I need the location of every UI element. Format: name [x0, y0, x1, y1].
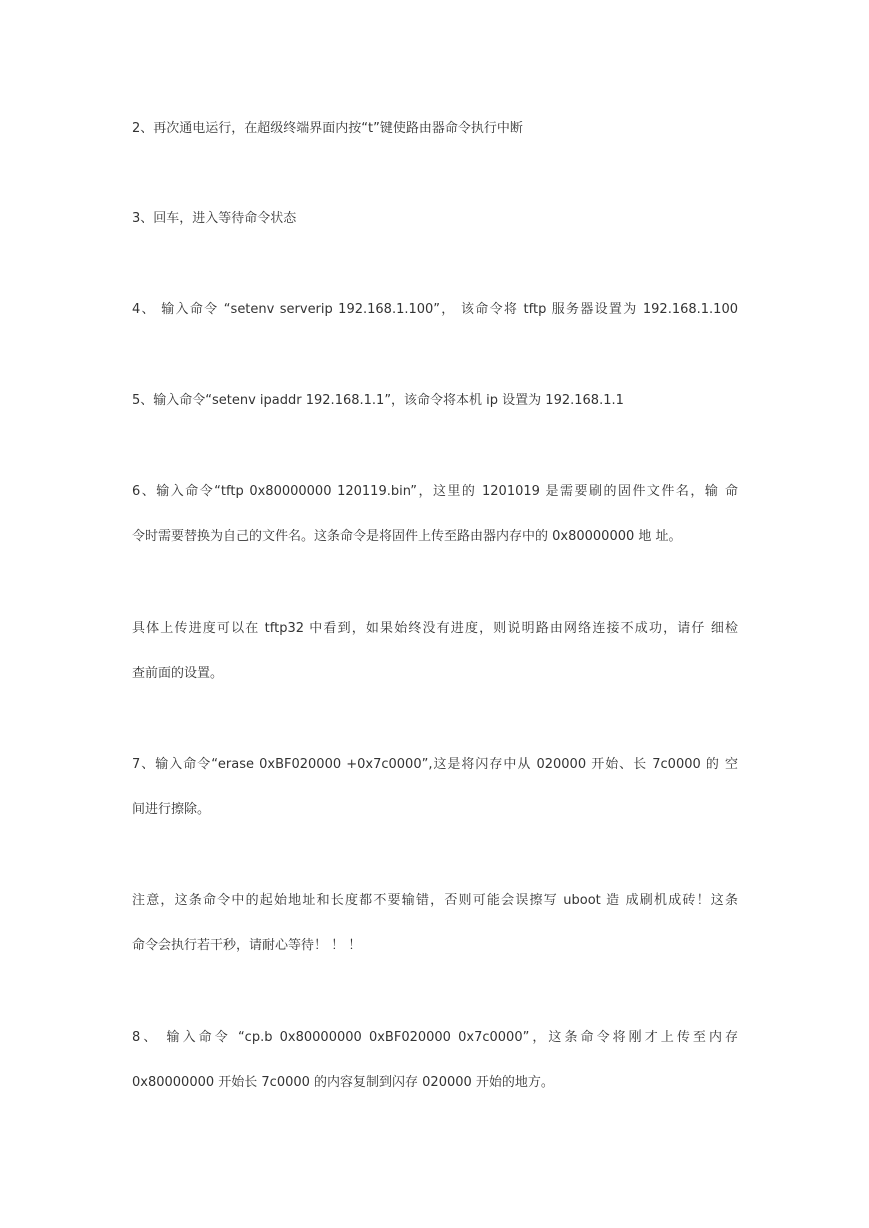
step-7-line-2: 间进行擦除。 — [132, 802, 211, 817]
progress-note-line-1: 具体上传进度可以在 tftp32 中看到，如果始终没有进度，则说明路由网络连接不成功，请仔 细检 — [132, 621, 738, 636]
step-6-line-2: 令时需要替换为自己的文件名。这条命令是将固件上传至路由器内存中的 0x80000000 地 址。 — [132, 529, 682, 544]
step-3-line: 3、回车，进入等待命令状态 — [132, 211, 297, 226]
progress-note-line-2: 查前面的设置。 — [132, 666, 224, 681]
step-8-line-2: 0x80000000 开始长 7c0000 的内容复制到闪存 020000 开始的地方。 — [132, 1075, 554, 1090]
step-7-line-1: 7、输入命令“erase 0xBF020000 +0x7c0000”,这是将闪存中从 020000 开始、长 7c0000 的 空 — [132, 757, 738, 772]
step-6-line-1: 6、输入命令“tftp 0x80000000 120119.bin”，这里的 1201019 是需要刷的固件文件名，输 命 — [132, 484, 738, 499]
step-2-line: 2、再次通电运行，在超级终端界面内按“t”键使路由器命令执行中断 — [132, 121, 523, 136]
warning-note-line-2: 命令会执行若干秒，请耐心等待！ ！ ！ — [132, 938, 362, 953]
step-4-line: 4、 输入命令 “setenv serverip 192.168.1.100”， 该命令将 tftp 服务器设置为 192.168.1.100 — [132, 302, 738, 317]
warning-note-line-1: 注意，这条命令中的起始地址和长度都不要输错，否则可能会误擦写 uboot 造 成刷机成砖！这条 — [132, 893, 738, 908]
step-8-line-1: 8、 输入命令 “cp.b 0x80000000 0xBF020000 0x7c0000”，这条命令将刚才上传至内存 — [132, 1030, 738, 1045]
step-5-line: 5、输入命令“setenv ipaddr 192.168.1.1”，该命令将本机 ip 设置为 192.168.1.1 — [132, 393, 624, 408]
